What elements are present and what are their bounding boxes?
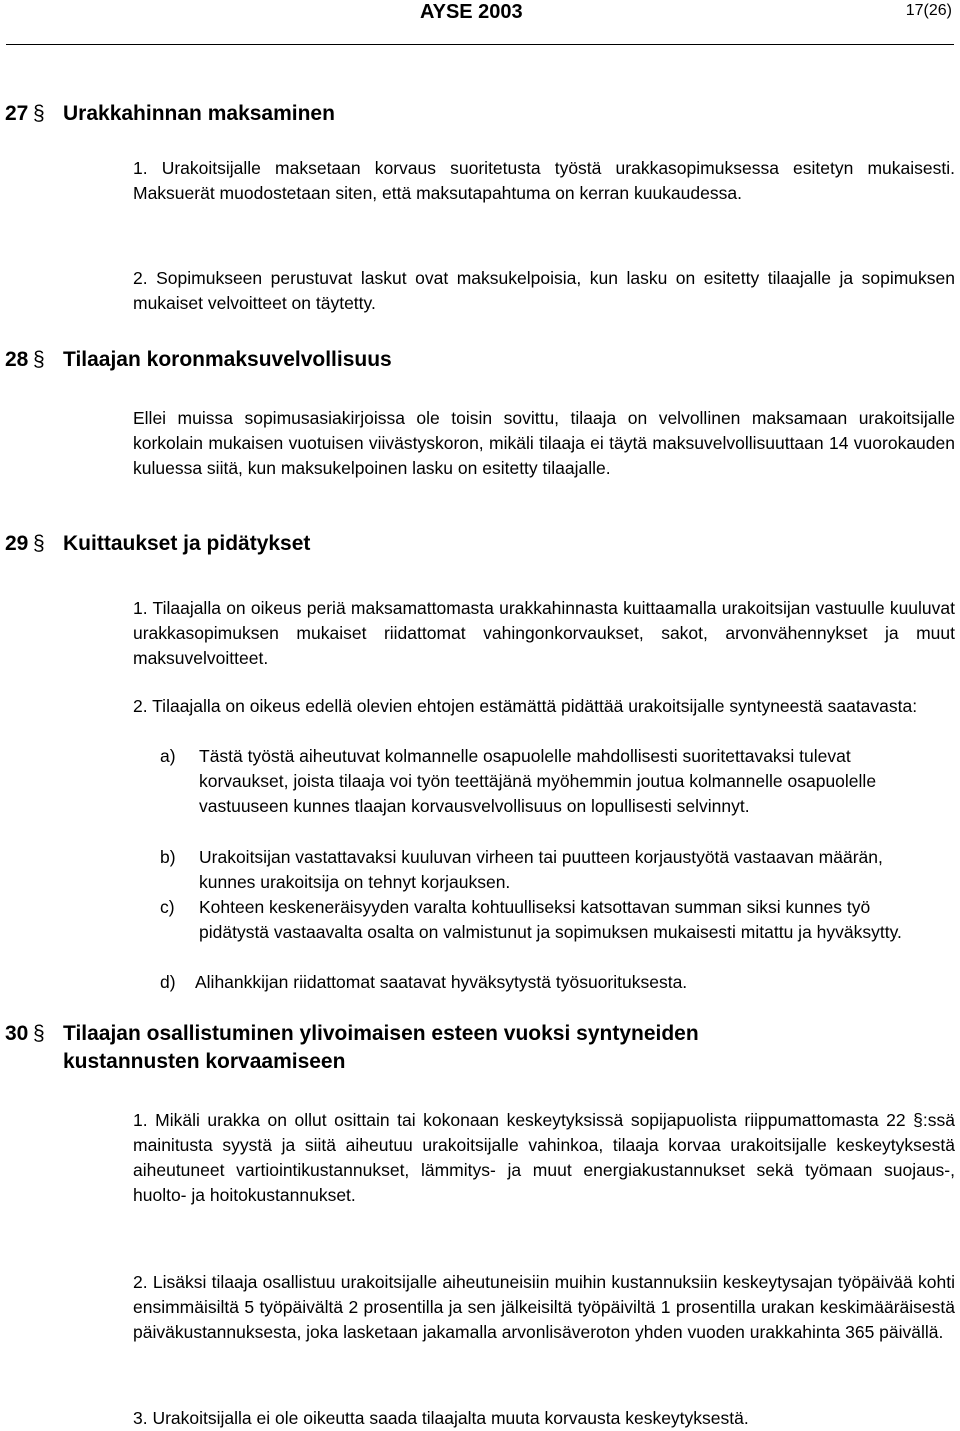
section-28-heading (5, 346, 392, 374)
section-number: 29 (5, 532, 29, 555)
list-item-label: a) (160, 746, 176, 766)
list-item-text: Urakoitsijan vastattavaksi kuuluvan virheen tai puutteen korjaustyötä vastaavan määrän, kunnes urakoitsija on tehnyt korjauksen. (199, 847, 883, 892)
section-symbol: § (33, 102, 45, 125)
section-28-paragraph-1: Ellei muissa sopimusasiakirjoissa ole toisin sovittu, tilaaja on velvollinen maksamaan urakoitsijalle korkolain mukaisen vuotuisen viivästyskoron, mikäli tilaaja ei täytä maksuvelvollisuuttaan 14 vuorokauden kuluessa siitä, kun maksukelpoinen lasku on esitetty tilaajalle. (133, 408, 955, 478)
list-item-text: Kohteen keskeneräisyyden varalta kohtuulliseksi katsottavan summan siksi kunnes työ pidätystä vastaavalta osalta on valmistunut ja sopimuksen mukaisesti mitattu ja hyväksytty. (199, 897, 902, 942)
list-item-text: Tästä työstä aiheutuvat kolmannelle osapuolelle mahdollisesti suoritettavaksi tulevat korvaukset, joista tilaaja voi työn teettäjänä myöhemmin joutua kolmannelle osapuolelle vastuuseen kunnes tlaajan korvausvelvollisuus on lopullisesti selvinnyt. (199, 746, 877, 816)
section-title-line-2: kustannusten korvaamiseen (63, 1050, 346, 1073)
section-27-paragraph-2: 2. Sopimukseen perustuvat laskut ovat maksukelpoisia, kun lasku on esitetty tilaajalle ja sopimuksen mukaiset velvoitteet on täytetty. (133, 268, 955, 313)
section-27-paragraph-1: 1. Urakoitsijalle maksetaan korvaus suoritetusta työstä urakkasopimuksessa esitetyn mukaisesti. Maksuerät muodostetaan siten, että maksutapahtuma on kerran kuukaudessa. (133, 158, 955, 203)
section-symbol: § (33, 1022, 45, 1045)
section-number: 30 (5, 1022, 29, 1045)
section-30-paragraph-2: 2. Lisäksi tilaaja osallistuu urakoitsijalle aiheutuneisiin muihin kustannuksiin keskeytysajan työpäivää kohti ensimmäisiltä 5 työpäivältä 2 prosentilla ja sen jälkeisiltä työpäiviltä 1 prosentilla urakan keskimääräisestä päiväkustannuksesta, joka lasketaan jakamalla arvonlisäveroton yhden vuoden urakkahinta 365 päivällä. (133, 1272, 955, 1342)
section-27-heading (5, 100, 335, 128)
list-item-label: c) (160, 897, 175, 917)
list-item-label: d) (160, 972, 176, 992)
section-30-paragraph-1: 1. Mikäli urakka on ollut osittain tai kokonaan keskeytyksissä sopijapuolista riippumattomasta 22 §:ssä mainitusta syystä ja siitä aiheutuu urakoitsijalle vahinkoa, tilaaja korvaa urakoitsijalle keskeytyksestä aiheutuneet vartiointikustannukset, lämmitys- ja muut energiakustannukset sekä työmaan suojaus-, huolto- ja hoitokustannukset. (133, 1110, 955, 1205)
section-symbol: § (33, 348, 45, 371)
section-30-heading (5, 1020, 805, 1076)
page-number: 17(26) (905, 2, 952, 19)
section-title: Kuittaukset ja pidätykset (63, 532, 311, 555)
section-number: 27 (5, 102, 29, 125)
section-29-heading (5, 530, 310, 558)
list-item-text: Alihankkijan riidattomat saatavat hyväksytystä työsuorituksesta. (195, 972, 688, 992)
header-title: AYSE 2003 (420, 1, 523, 23)
section-30-paragraph-3: 3. Urakoitsijalla ei ole oikeutta saada tilaajalta muuta korvausta keskeytyksestä. (133, 1408, 749, 1428)
section-number: 28 (5, 348, 29, 371)
header-divider (6, 44, 954, 45)
list-item-label: b) (160, 847, 176, 867)
section-title: Tilaajan koronmaksuvelvollisuus (63, 348, 392, 371)
section-title-line-1: Tilaajan osallistuminen ylivoimaisen esteen vuoksi syntyneiden (63, 1022, 699, 1045)
section-symbol: § (33, 532, 45, 555)
section-29-paragraph-2: 2. Tilaajalla on oikeus edellä olevien ehtojen estämättä pidättää urakoitsijalle syntyneestä saatavasta: (133, 696, 918, 716)
section-title: Urakkahinnan maksaminen (63, 102, 335, 125)
section-29-paragraph-1: 1. Tilaajalla on oikeus periä maksamattomasta urakkahinnasta kuittaamalla urakoitsijan vastuulle kuuluvat urakkasopimuksen mukaiset riidattomat vahingonkorvaukset, sakot, arvonvähennykset ja muut maksuvelvoitteet. (133, 598, 955, 668)
